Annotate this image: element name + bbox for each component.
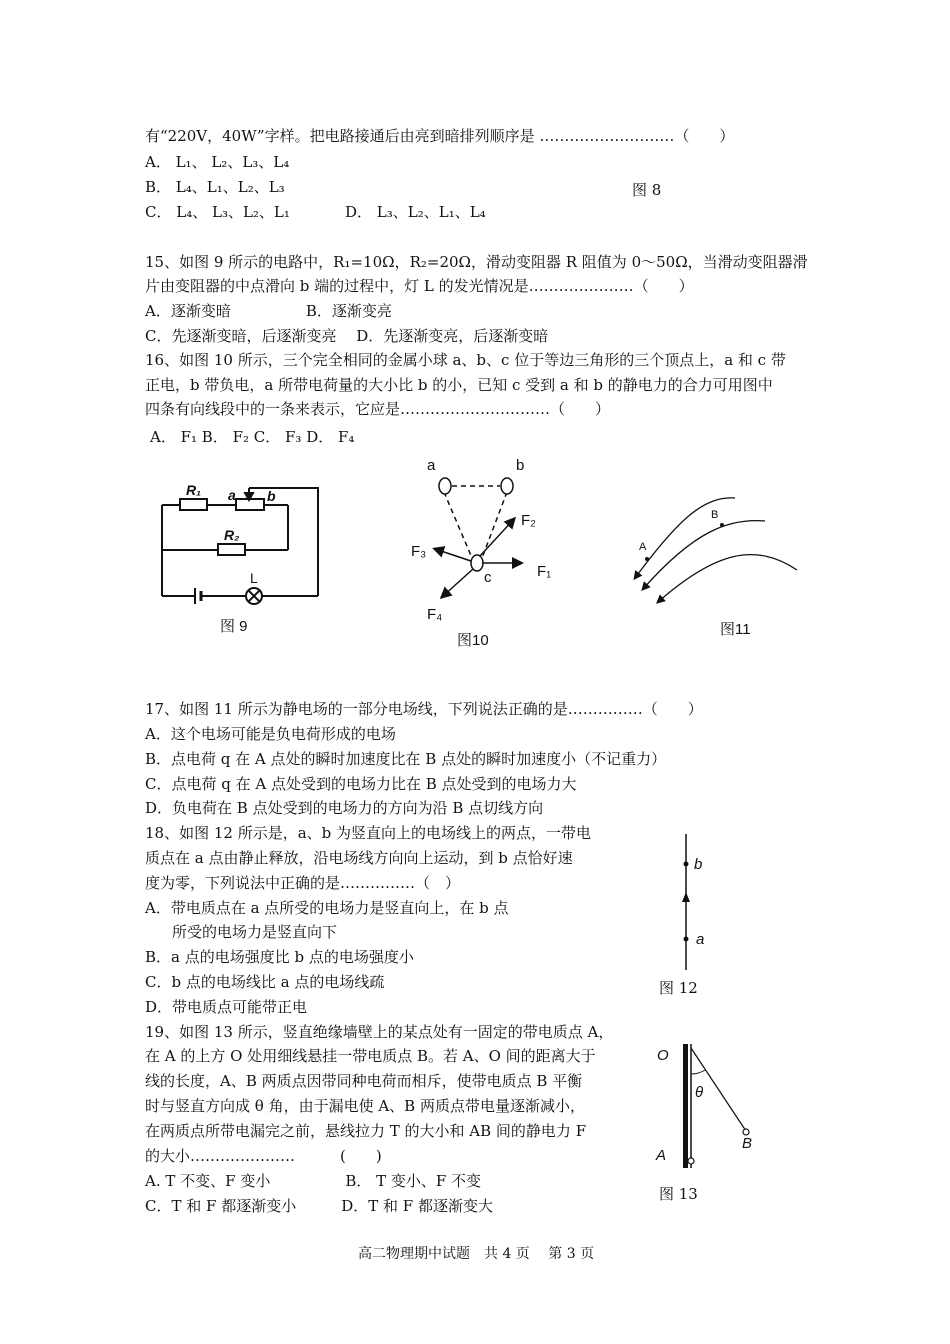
q19-options-cd: C．T 和 F 都逐渐变小 D．T 和 F 都逐渐变大 (145, 1197, 493, 1215)
fig13-label-theta: θ (695, 1084, 704, 1101)
fig10-label-f4: F₄ (427, 606, 443, 623)
q18-line1: 18、如图 12 所示是，a、b 为竖直向上的电场线上的两点，一带电 (145, 824, 592, 842)
fig10-label-f2: F₂ (521, 512, 536, 529)
q15-line1: 15、如图 9 所示的电路中，R₁=10Ω，R₂=20Ω，滑动变阻器 R 阻值为 0～50Ω，当滑动变阻器滑 (145, 253, 808, 271)
q19-line3: 线的长度，A、B 两质点因带同种电荷而相斥，使带电质点 B 平衡 (145, 1072, 583, 1090)
q16-line2: 正电，b 带负电，a 所带电荷量的大小比 b 的小，已知 c 受到 a 和 b 的静电力的合力可用图中 (145, 376, 773, 394)
q16-line1: 16、如图 10 所示，三个完全相同的金属小球 a、b、c 位于等边三角形的三个顶点上，a 和 c 带 (145, 351, 786, 369)
q17-option-c: C．点电荷 q 在 A 点处受到的电场力比在 B 点处受到的电场力大 (145, 775, 577, 793)
fig13-label-a: A (656, 1147, 667, 1164)
fig9-caption: 图 9 (220, 618, 248, 635)
q15-options-ab: A．逐渐变暗 B．逐渐变亮 (145, 302, 392, 320)
q17-option-b: B．点电荷 q 在 A 点处的瞬时加速度比在 B 点处的瞬时加速度小（不记重力） (145, 750, 667, 768)
fig10-charge-diagram (400, 452, 560, 632)
q19-line5: 在两质点所带电漏完之前，悬线拉力 T 的大小和 AB 间的静电力 F (145, 1122, 587, 1140)
q18-option-a-line1: A．带电质点在 a 点所受的电场力是竖直向上，在 b 点 (145, 899, 509, 917)
fig8-caption: 图 8 (632, 181, 662, 199)
q14-option-b: B． L₄、L₁、L₂、L₃ (145, 178, 285, 196)
fig12-caption: 图 12 (659, 979, 698, 997)
fig11-caption: 图11 (720, 621, 751, 638)
q19-line4: 时与竖直方向成 θ 角，由于漏电使 A、B 两质点带电量逐渐减小， (145, 1097, 585, 1115)
fig13-wall-pendulum (650, 1040, 760, 1175)
q18-option-c: C．b 点的电场线比 a 点的电场线疏 (145, 973, 385, 991)
fig9-label-r1: R₁ (186, 482, 202, 498)
fig12-field-line (675, 830, 715, 975)
fig10-label-b: b (516, 457, 525, 474)
q17-option-a: A．这个电场可能是负电荷形成的电场 (145, 725, 396, 743)
q15-line2: 片由变阻器的中点滑向 b 端的过程中，灯 L 的发光情况是…………………（ ） (145, 277, 694, 295)
fig10-label-f3: F₃ (411, 543, 427, 560)
q15-options-cd: C．先逐渐变暗，后逐渐变亮 D．先逐渐变亮，后逐渐变暗 (145, 327, 549, 345)
fig9-label-r2: R₂ (224, 527, 240, 543)
fig13-caption: 图 13 (659, 1185, 698, 1203)
fig13-label-b: B (742, 1135, 753, 1152)
q19-line2: 在 A 的上方 O 处用细线悬挂一带电质点 B。若 A、O 间的距离大于 (145, 1047, 596, 1065)
fig9-label-a: a (228, 487, 236, 503)
q14-line: 有“220V，40W”字样。把电路接通后由亮到暗排列顺序是 ………………………（ ） (145, 127, 735, 145)
page-footer: 高二物理期中试题 共 4 页 第 3 页 (358, 1246, 595, 1262)
fig11-field-lines (625, 492, 805, 607)
q16-options: A． F₁ B． F₂ C． F₃ D． F₄ (150, 428, 355, 446)
q18-option-b: B．a 点的电场强度比 b 点的电场强度小 (145, 948, 414, 966)
fig11-label-b: B (711, 509, 719, 521)
fig9-circuit-diagram (150, 476, 335, 611)
fig10-label-a: a (427, 457, 436, 474)
q18-option-d: D．带电质点可能带正电 (145, 998, 308, 1016)
fig12-label-b: b (694, 856, 703, 873)
q19-line6: 的大小………………… ( ) (145, 1147, 382, 1165)
q18-line2: 质点在 a 点由静止释放，沿电场线方向向上运动，到 b 点恰好速 (145, 849, 573, 867)
q18-line3: 度为零，下列说法中正确的是……………（ ） (145, 874, 461, 892)
fig12-label-a: a (696, 931, 705, 948)
q17-line: 17、如图 11 所示为静电场的一部分电场线，下列说法正确的是……………（ ） (145, 700, 703, 718)
q18-option-a-line2: 所受的电场力是竖直向下 (172, 923, 338, 941)
q14-option-a: A． L₁、 L₂、L₃、L₄ (145, 153, 290, 171)
fig10-label-f1: F₁ (537, 563, 552, 580)
fig9-label-b: b (267, 488, 276, 504)
q14-option-d: D． L₃、L₂、L₁、L₄ (345, 203, 486, 221)
fig10-caption: 图10 (457, 632, 489, 649)
q19-line1: 19、如图 13 所示，竖直绝缘墙壁上的某点处有一固定的带电质点 A， (145, 1023, 614, 1041)
q19-options-ab: A. T 不变、F 变小 B． T 变小、F 不变 (145, 1172, 482, 1190)
fig13-label-o: O (657, 1047, 669, 1064)
fig10-label-c: c (484, 569, 492, 586)
fig9-label-lamp: L (250, 570, 258, 586)
fig11-label-a: A (639, 541, 647, 553)
q14-option-c: C． L₄、 L₃、L₂、L₁ (145, 203, 290, 221)
q16-line3: 四条有向线段中的一条来表示，它应是…………………………（ ） (145, 400, 611, 418)
q17-option-d: D．负电荷在 B 点处受到的电场力的方向为沿 B 点切线方向 (145, 799, 544, 817)
